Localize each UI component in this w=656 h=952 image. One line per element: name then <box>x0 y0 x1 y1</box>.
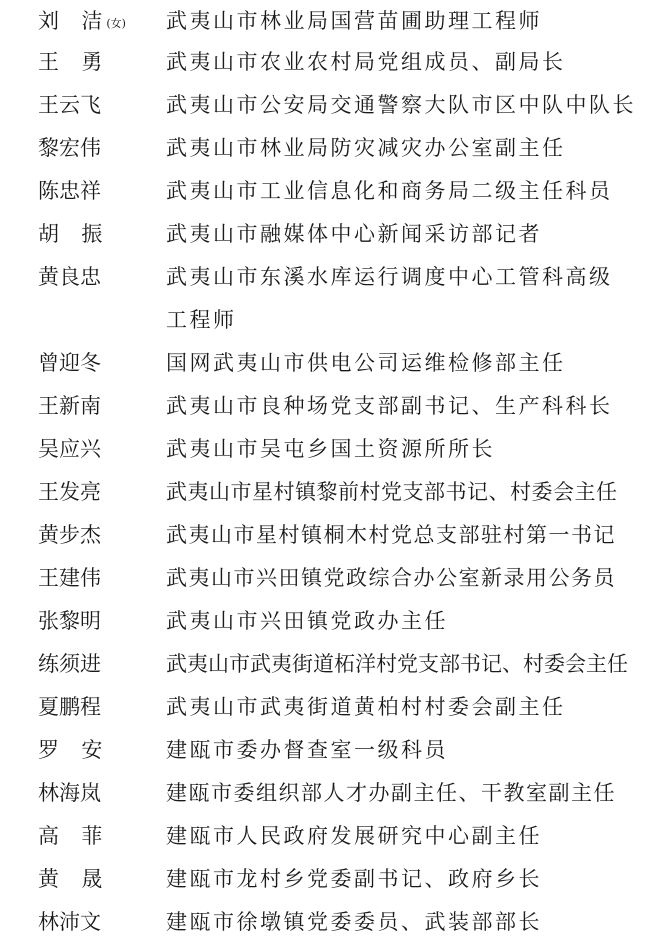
list-item <box>0 84 656 127</box>
person-role: 武夷山市公安局交通警察大队市区中队中队长 <box>166 93 636 117</box>
list-item <box>0 471 656 514</box>
list-item <box>0 557 656 600</box>
list-item <box>0 643 656 686</box>
person-role: 建瓯市龙村乡党委副书记、政府乡长 <box>166 867 542 891</box>
list-item <box>0 858 656 901</box>
person-role: 建瓯市人民政府发展研究中心副主任 <box>166 824 542 848</box>
person-name: 黄良忠 <box>38 265 101 289</box>
person-role: 武夷山市兴田镇党政综合办公室新录用公务员 <box>166 566 616 590</box>
person-name: 吴应兴 <box>38 437 101 461</box>
person-role: 建瓯市委办督查室一级科员 <box>166 738 448 762</box>
person-name: 王发亮 <box>38 480 101 504</box>
person-role: 建瓯市委组织部人才办副主任、干教室副主任 <box>166 781 616 805</box>
list-item <box>0 772 656 815</box>
person-name: 黎宏伟 <box>38 136 101 160</box>
person-role: 武夷山市良种场党支部副书记、生产科科长 <box>166 394 613 418</box>
list-item <box>0 815 656 858</box>
person-name: 陈忠祥 <box>38 179 101 203</box>
person-role: 武夷山市林业局防灾减灾办公室副主任 <box>166 136 566 160</box>
person-name: 练须进 <box>38 652 101 676</box>
person-role: 建瓯市徐墩镇党委委员、武装部部长 <box>166 910 542 934</box>
person-role: 武夷山市融媒体中心新闻采访部记者 <box>166 222 542 246</box>
list-item <box>0 0 656 43</box>
person-name: 林海岚 <box>38 781 101 805</box>
person-name: 王 勇 <box>38 50 106 74</box>
person-name: 罗 安 <box>38 738 106 762</box>
person-name: 黄 晟 <box>38 867 106 891</box>
list-item <box>0 729 656 772</box>
person-name: 王新南 <box>38 394 101 418</box>
person-name: 林沛文 <box>38 910 101 934</box>
list-item <box>0 901 656 944</box>
list-item <box>0 686 656 729</box>
person-name-text: 刘 洁 <box>38 9 106 33</box>
person-role: 武夷山市武夷街道柘洋村党支部书记、村委会主任 <box>166 652 628 676</box>
person-role <box>166 256 636 342</box>
person-role: 武夷山市吴屯乡国土资源所所长 <box>166 437 495 461</box>
person-name: 张黎明 <box>38 609 101 633</box>
list-item <box>0 213 656 256</box>
person-name <box>38 0 158 45</box>
person-role: 武夷山市兴田镇党政办主任 <box>166 609 448 633</box>
person-role: 武夷山市工业信息化和商务局二级主任科员 <box>166 179 613 203</box>
person-name: 胡 振 <box>38 222 106 246</box>
list-item <box>0 170 656 213</box>
person-role-line2: 工程师 <box>166 308 237 332</box>
list-item <box>0 385 656 428</box>
list-item <box>0 41 656 84</box>
person-name: 王云飞 <box>38 93 101 117</box>
list-item <box>0 127 656 170</box>
list-item <box>0 342 656 385</box>
person-role: 武夷山市星村镇黎前村党支部书记、村委会主任 <box>166 480 618 504</box>
list-item <box>0 428 656 471</box>
person-name: 王建伟 <box>38 566 101 590</box>
list-item <box>0 256 656 342</box>
person-role: 武夷山市星村镇桐木村党总支部驻村第一书记 <box>166 523 616 547</box>
list-item <box>0 600 656 643</box>
gender-note: (女) <box>106 17 126 30</box>
person-name: 高 菲 <box>38 824 106 848</box>
person-role: 国网武夷山市供电公司运维检修部主任 <box>166 351 566 375</box>
person-role-line1: 武夷山市东溪水库运行调度中心工管科高级 <box>166 265 613 289</box>
person-role: 武夷山市武夷街道黄柏村村委会副主任 <box>166 695 566 719</box>
person-name: 黄步杰 <box>38 523 101 547</box>
person-name: 夏鹏程 <box>38 695 101 719</box>
person-name: 曾迎冬 <box>38 351 101 375</box>
person-role: 武夷山市林业局国营苗圃助理工程师 <box>166 9 542 33</box>
list-item <box>0 514 656 557</box>
person-role: 武夷山市农业农村局党组成员、副局长 <box>166 50 566 74</box>
